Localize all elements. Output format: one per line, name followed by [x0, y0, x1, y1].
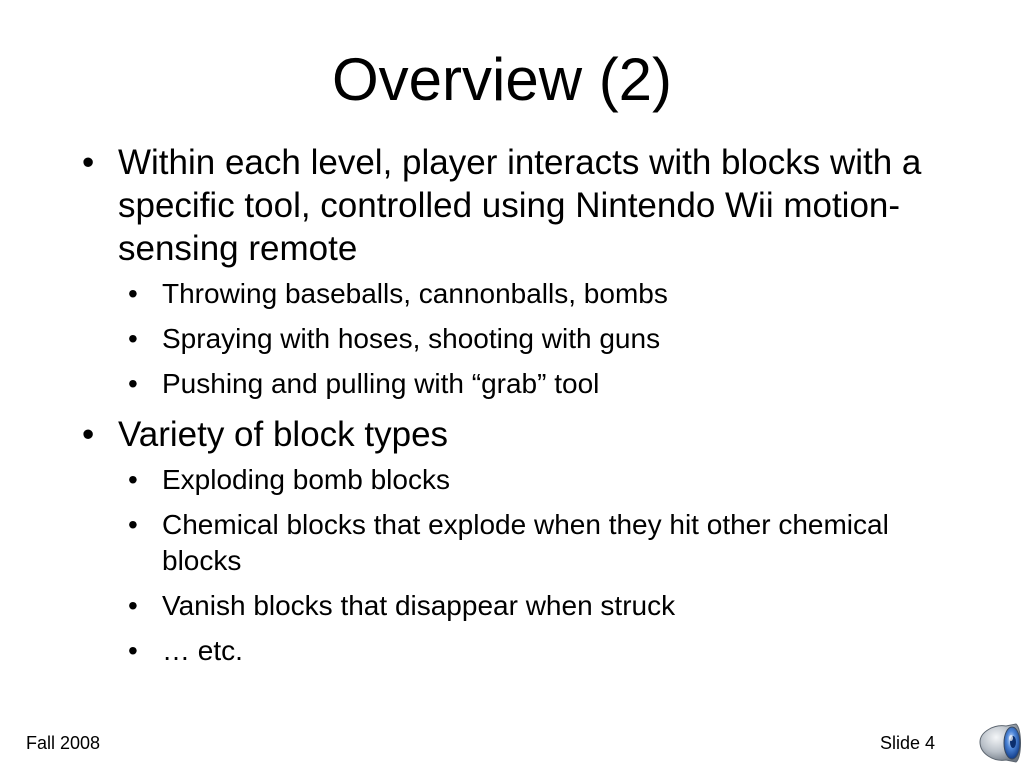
sub-bullet-text: Chemical blocks that explode when they hit other chemical blocks: [162, 509, 889, 576]
sub-bullet-text: Vanish blocks that disappear when struck: [162, 590, 676, 621]
sub-bullet-text: … etc.: [162, 635, 243, 666]
sub-bullet-glyph: •: [128, 464, 138, 495]
speaker-icon[interactable]: [976, 718, 1024, 768]
bullet-glyph: •: [82, 415, 95, 454]
footer-date: Fall 2008: [26, 733, 101, 753]
sub-bullet-item: [128, 507, 962, 579]
sub-bullet-item: [128, 366, 962, 402]
sub-bullet-item: [128, 588, 962, 624]
sub-bullet-glyph: •: [128, 323, 138, 354]
sub-bullet-glyph: •: [128, 635, 138, 666]
sub-bullet-list: [118, 276, 962, 402]
bullet-text: Within each level, player interacts with blocks with a specific tool, controlled using Nintendo Wii motion-sensing remote: [118, 143, 922, 268]
sub-bullet-text: Throwing baseballs, cannonballs, bombs: [162, 278, 668, 309]
sub-bullet-text: Spraying with hoses, shooting with guns: [162, 323, 661, 354]
bullet-item: [82, 141, 962, 402]
bullet-text: Variety of block types: [118, 415, 449, 454]
sub-bullet-glyph: •: [128, 590, 138, 621]
bullet-list: [82, 141, 962, 680]
sub-bullet-glyph: •: [128, 509, 138, 540]
sub-bullet-item: [128, 321, 962, 357]
sub-bullet-glyph: •: [128, 278, 138, 309]
sub-bullet-text: Pushing and pulling with “grab” tool: [162, 368, 600, 399]
slide-number: Slide 4: [880, 733, 936, 753]
sub-bullet-text: Exploding bomb blocks: [162, 464, 450, 495]
slide-title: Overview (2): [331, 46, 673, 113]
sub-bullet-glyph: •: [128, 368, 138, 399]
bullet-glyph: •: [82, 143, 95, 182]
sub-bullet-item: [128, 276, 962, 312]
sub-bullet-item: [128, 633, 962, 669]
sub-bullet-list: [118, 462, 962, 669]
bullet-item: [82, 413, 962, 669]
sub-bullet-item: [128, 462, 962, 498]
